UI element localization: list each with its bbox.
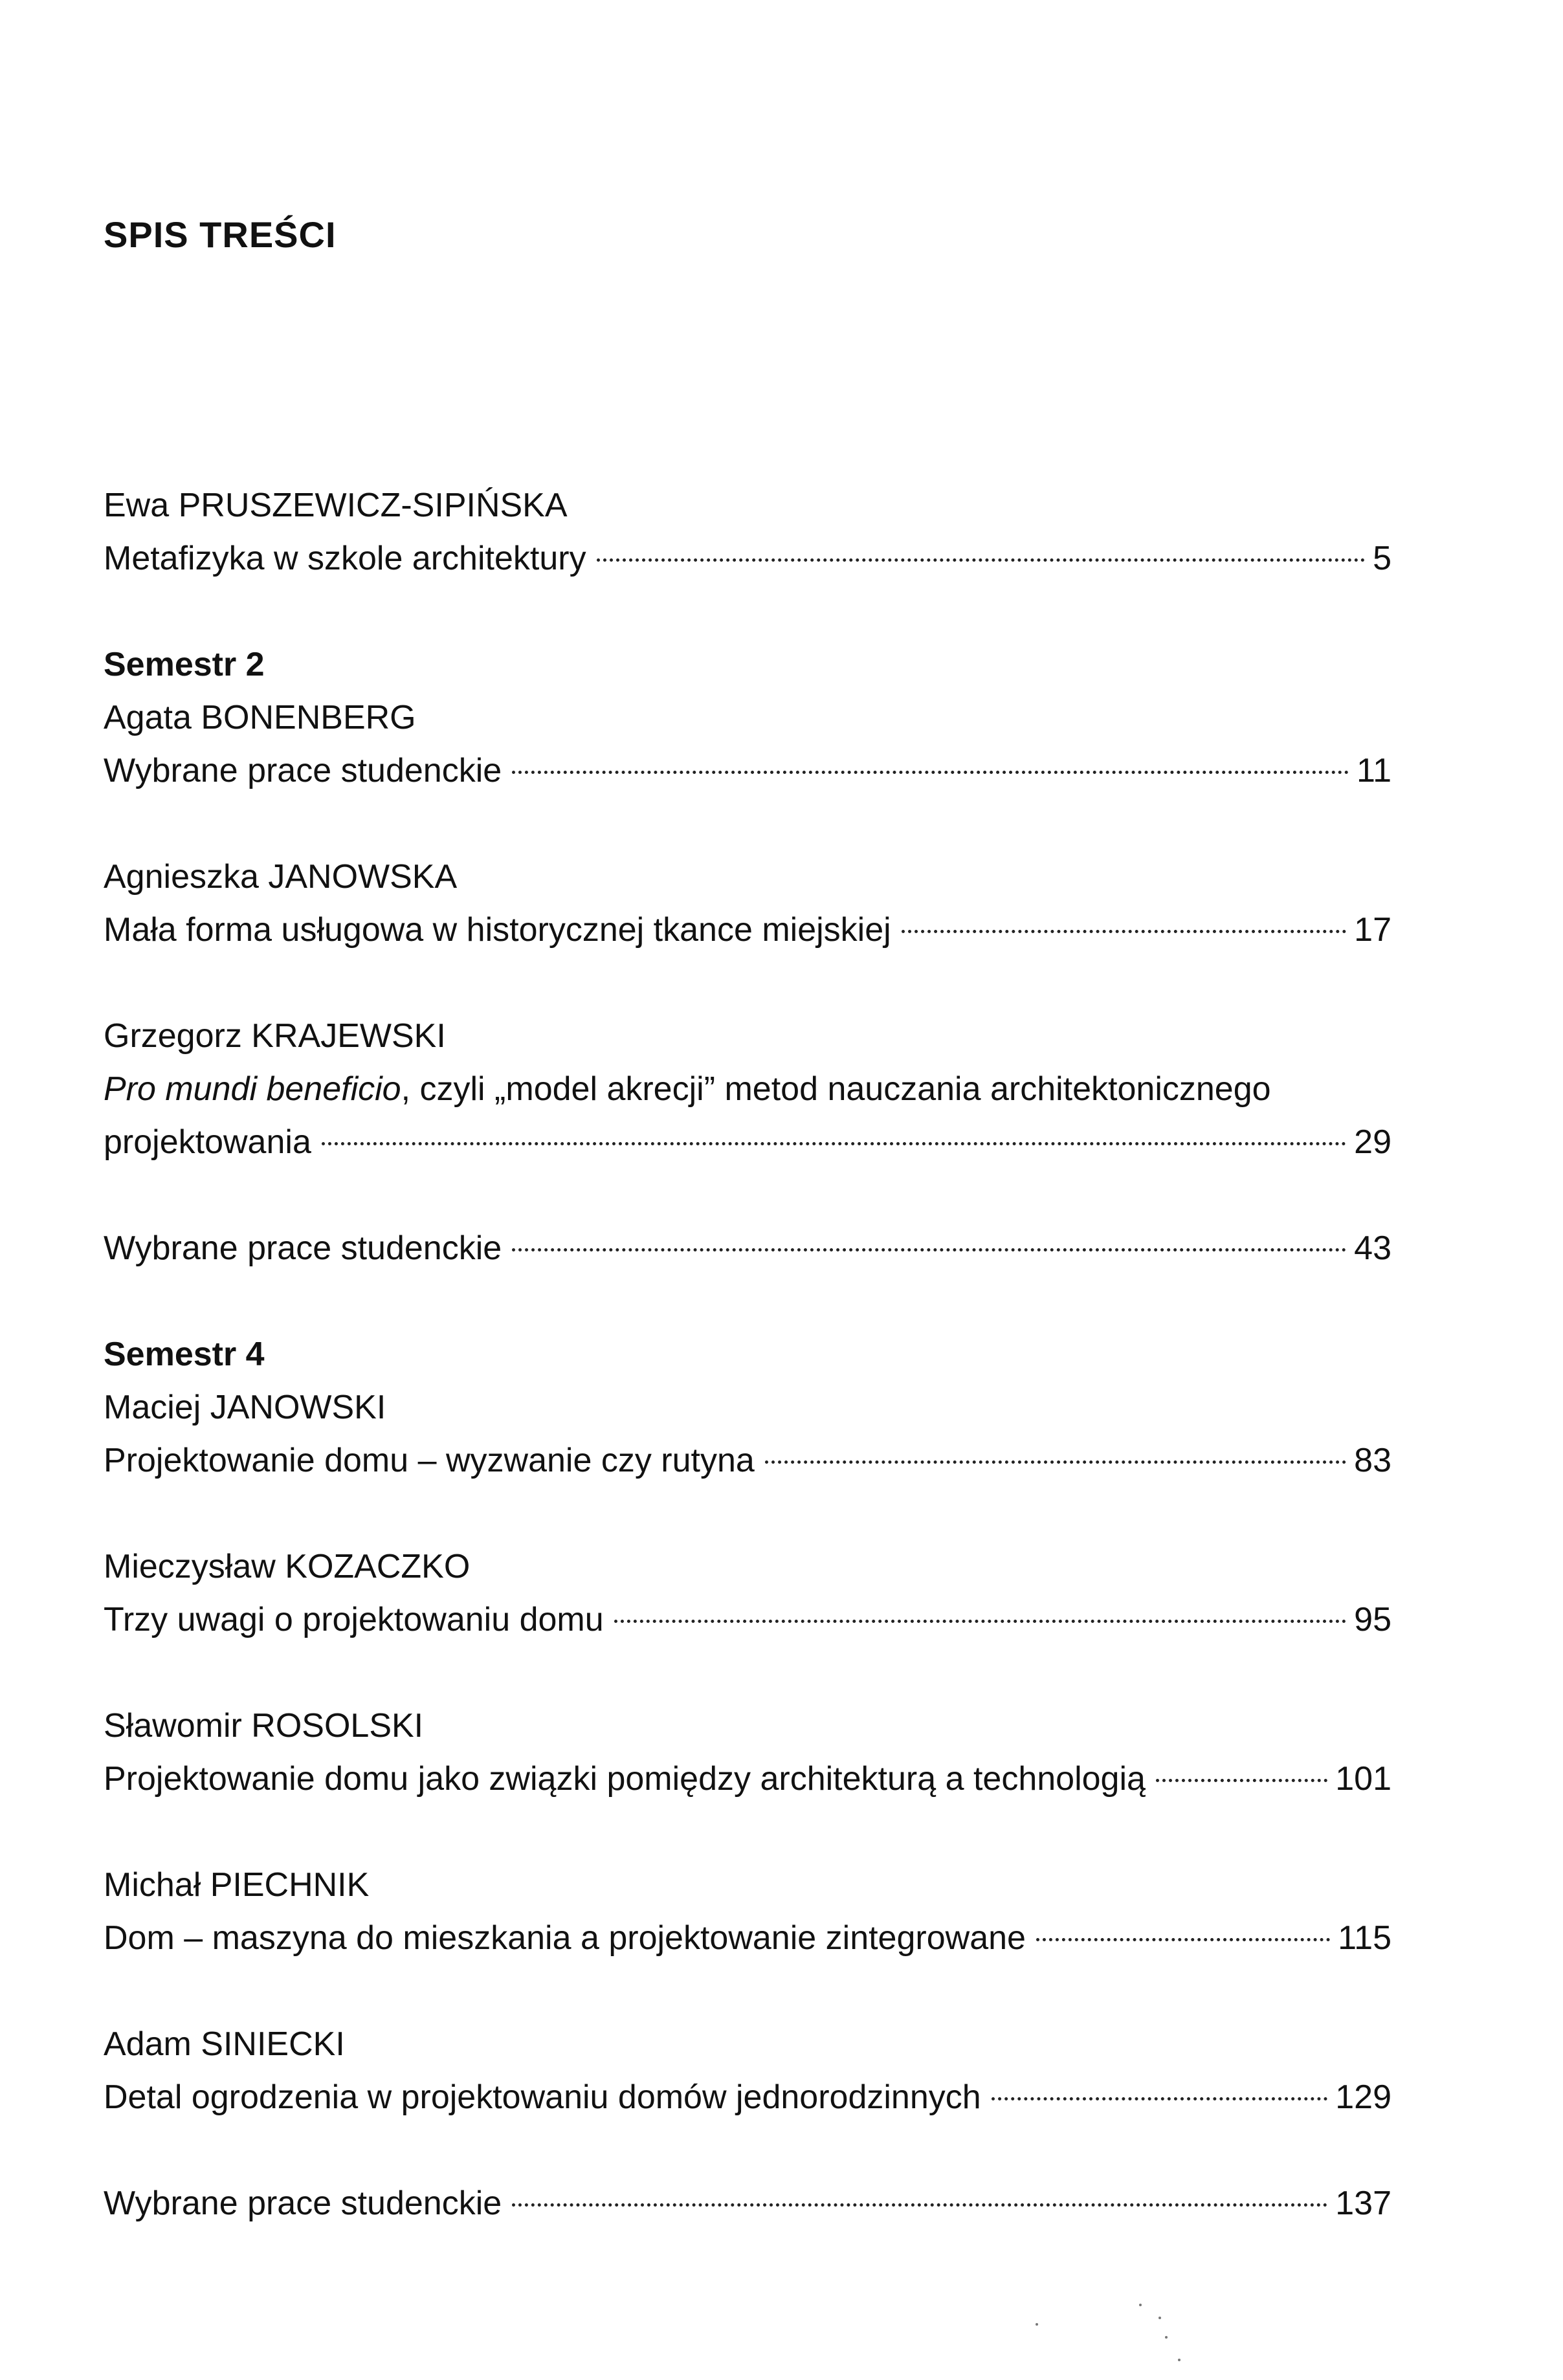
entry-author: Maciej JANOWSKI (104, 1389, 386, 1426)
entry-line[interactable] (104, 2177, 1391, 2230)
page-title: SPIS TREŚCI (104, 214, 337, 255)
toc-entry (104, 1858, 1391, 1965)
entry-title: Dom – maszyna do mieszkania a projektowanie zintegrowane (104, 1919, 1026, 1957)
entry-author: Ewa PRUSZEWICZ-SIPIŃSKA (104, 487, 568, 524)
toc-entry-intro (104, 479, 1391, 585)
dot-leader (765, 1460, 1346, 1464)
entry-author: Adam SINIECKI (104, 2025, 345, 2063)
entry-title: Metafizyka w szkole architektury (104, 540, 586, 577)
entry-page-number: 137 (1335, 2185, 1391, 2222)
entry-line[interactable] (104, 1912, 1391, 1965)
entry-author: Michał PIECHNIK (104, 1866, 370, 1904)
entry-page-number: 43 (1354, 1229, 1391, 1267)
scan-speck (1165, 2336, 1168, 2339)
dot-leader (512, 771, 1349, 774)
entry-author: Grzegorz KRAJEWSKI (104, 1017, 446, 1055)
dot-leader (1036, 1938, 1330, 1941)
entry-author: Sławomir ROSOLSKI (104, 1707, 424, 1745)
toc-entry (104, 2177, 1391, 2230)
dot-leader (614, 1620, 1346, 1623)
scan-speck (1036, 2323, 1038, 2326)
entry-line[interactable] (104, 532, 1391, 585)
toc-entry (104, 1222, 1391, 1275)
section-heading-semester-2: Semestr 2 (104, 646, 265, 683)
entry-title: Projektowanie domu – wyzwanie czy rutyna (104, 1442, 755, 1479)
entry-title-rest: , czyli „model akrecji” metod nauczania architektonicznego (401, 1070, 1271, 1108)
entry-title: Trzy uwagi o projektowaniu domu (104, 1601, 604, 1638)
toc-entry (104, 1699, 1391, 1805)
entry-title-line-2: projektowania (104, 1123, 311, 1161)
entry-title: Projektowanie domu jako związki pomiędzy architekturą a technologią (104, 1760, 1146, 1798)
scan-speck (1178, 2359, 1181, 2361)
toc-entry (104, 691, 1391, 797)
entry-line[interactable] (104, 744, 1391, 797)
toc-entry (104, 1009, 1391, 1169)
entry-title: Wybrane prace studenckie (104, 752, 502, 789)
section-heading-semester-4: Semestr 4 (104, 1336, 265, 1373)
entry-line[interactable] (104, 1116, 1391, 1169)
entry-page-number: 5 (1373, 540, 1391, 577)
toc-entry (104, 1540, 1391, 1646)
entry-title: Wybrane prace studenckie (104, 1229, 502, 1267)
dot-leader (992, 2097, 1328, 2100)
entry-line[interactable] (104, 1434, 1391, 1487)
entry-page-number: 115 (1338, 1919, 1391, 1957)
entry-page-number: 101 (1335, 1760, 1391, 1798)
entry-title-line-1[interactable] (104, 1063, 1391, 1116)
entry-page-number: 95 (1354, 1601, 1391, 1638)
entry-author: Agata BONENBERG (104, 699, 416, 736)
dot-leader (597, 558, 1366, 562)
table-of-contents (104, 479, 1391, 2283)
entry-title: Mała forma usługowa w historycznej tkance miejskiej (104, 911, 891, 949)
toc-entry (104, 2018, 1391, 2124)
entry-author: Mieczysław KOZACZKO (104, 1548, 471, 1585)
scan-speck (1139, 2304, 1142, 2306)
entry-page-number: 11 (1357, 752, 1391, 789)
entry-line[interactable] (104, 2071, 1391, 2124)
dot-leader (322, 1142, 1346, 1145)
entry-line[interactable] (104, 1752, 1391, 1805)
dot-leader (512, 1248, 1346, 1251)
scan-speck (1158, 2317, 1161, 2319)
entry-line[interactable] (104, 903, 1391, 956)
entry-page-number: 29 (1354, 1123, 1391, 1161)
entry-page-number: 17 (1354, 911, 1391, 949)
entry-title-italic: Pro mundi beneficio (104, 1070, 401, 1108)
toc-entry (104, 850, 1391, 956)
dot-leader (512, 2203, 1327, 2207)
entry-page-number: 83 (1354, 1442, 1391, 1479)
entry-title: Wybrane prace studenckie (104, 2185, 502, 2222)
entry-title: Detal ogrodzenia w projektowaniu domów jednorodzinnych (104, 2078, 981, 2116)
entry-line[interactable] (104, 1593, 1391, 1646)
entry-line[interactable] (104, 1222, 1391, 1275)
entry-page-number: 129 (1335, 2078, 1391, 2116)
toc-entry (104, 1381, 1391, 1487)
entry-author: Agnieszka JANOWSKA (104, 858, 458, 896)
dot-leader (902, 930, 1346, 933)
dot-leader (1156, 1779, 1327, 1782)
